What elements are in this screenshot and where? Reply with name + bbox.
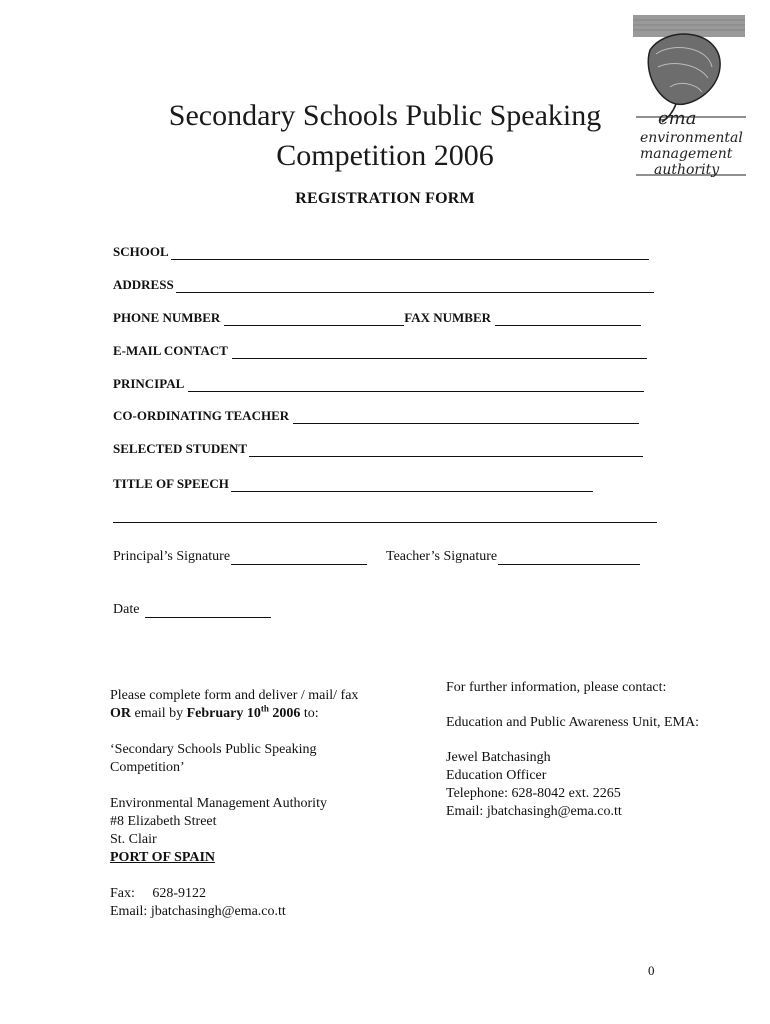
logo-text-2: environmental	[640, 130, 743, 146]
selected-student-label: SELECTED STUDENT	[113, 441, 248, 456]
submission-instructions	[110, 687, 358, 921]
date-line[interactable]	[145, 604, 271, 618]
selected-student-field[interactable]	[113, 439, 643, 457]
contact-info	[446, 679, 699, 821]
principal-signature-field[interactable]	[113, 545, 367, 565]
instructions-line-1: Please complete form and deliver / mail/ fax	[110, 688, 359, 703]
title-line-1: Secondary Schools Public Speaking	[168, 99, 602, 132]
coordinating-teacher-label: CO-ORDINATING TEACHER	[113, 408, 290, 423]
contact-heading: For further information, please contact:	[446, 680, 667, 695]
principal-signature-label: Principal’s Signature	[113, 549, 231, 564]
instructions-or: OR	[110, 706, 131, 721]
phone-label: PHONE NUMBER	[113, 310, 221, 325]
title-of-speech-field[interactable]	[113, 474, 593, 492]
school-field[interactable]	[113, 242, 649, 260]
deadline-suffix: th	[260, 703, 269, 714]
org-city: PORT OF SPAIN	[110, 850, 216, 865]
competition-line-2: Competition’	[110, 760, 185, 775]
school-label: SCHOOL	[113, 244, 169, 259]
coordinating-teacher-line[interactable]	[293, 411, 639, 424]
selected-student-line[interactable]	[249, 444, 643, 457]
contact-role: Education Officer	[446, 768, 547, 783]
deadline-year: 2006	[268, 706, 301, 721]
instructions-to: to:	[300, 706, 319, 721]
title-of-speech-line[interactable]	[231, 479, 593, 492]
date-label: Date	[113, 602, 140, 617]
org-area: St. Clair	[110, 832, 157, 847]
instructions-by-email: email by	[131, 706, 187, 721]
fax-line[interactable]	[495, 313, 641, 326]
address-field[interactable]	[113, 275, 654, 293]
principal-field[interactable]	[113, 374, 644, 392]
page-number: 0	[648, 963, 655, 978]
address-line[interactable]	[176, 280, 654, 293]
principal-line[interactable]	[188, 379, 644, 392]
principal-signature-line[interactable]	[231, 551, 367, 565]
contact-email: Email: jbatchasingh@ema.co.tt	[446, 804, 622, 819]
address-label: ADDRESS	[113, 277, 174, 292]
org-fax: Fax: 628-9122	[110, 886, 207, 901]
date-field[interactable]	[113, 598, 271, 618]
email-label: E-MAIL CONTACT	[113, 343, 228, 358]
title-of-speech-label: TITLE OF SPEECH	[113, 476, 229, 491]
email-line[interactable]	[232, 346, 647, 359]
fax-label: FAX NUMBER	[404, 310, 492, 325]
principal-label: PRINCIPAL	[113, 376, 185, 391]
phone-line[interactable]	[224, 313, 404, 326]
org-name: Environmental Management Authority	[110, 796, 327, 811]
coordinating-teacher-field[interactable]	[113, 406, 639, 424]
org-email: Email: jbatchasingh@ema.co.tt	[110, 904, 286, 919]
school-line[interactable]	[171, 247, 649, 260]
logo-text-3: management	[640, 146, 733, 162]
title-of-speech-continuation-line[interactable]	[113, 522, 657, 523]
page-title	[120, 96, 650, 176]
contact-telephone: Telephone: 628-8042 ext. 2265	[446, 786, 621, 801]
teacher-signature-field[interactable]	[386, 545, 640, 565]
phone-fax-field[interactable]	[113, 308, 641, 326]
logo-text-1: ema	[658, 108, 697, 129]
title-line-2: Competition 2006	[276, 139, 494, 172]
org-street: #8 Elizabeth Street	[110, 814, 217, 829]
contact-name: Jewel Batchasingh	[446, 750, 551, 765]
deadline-date: February 10	[186, 706, 261, 721]
instructions-line-2	[110, 705, 358, 723]
teacher-signature-line[interactable]	[498, 551, 640, 565]
competition-line-1: ‘Secondary Schools Public Speaking	[110, 742, 317, 757]
teacher-signature-label: Teacher’s Signature	[386, 549, 498, 564]
logo-text-4: authority	[654, 162, 720, 178]
form-subtitle: REGISTRATION FORM	[295, 190, 475, 207]
email-field[interactable]	[113, 341, 647, 359]
contact-unit: Education and Public Awareness Unit, EMA:	[446, 715, 700, 730]
